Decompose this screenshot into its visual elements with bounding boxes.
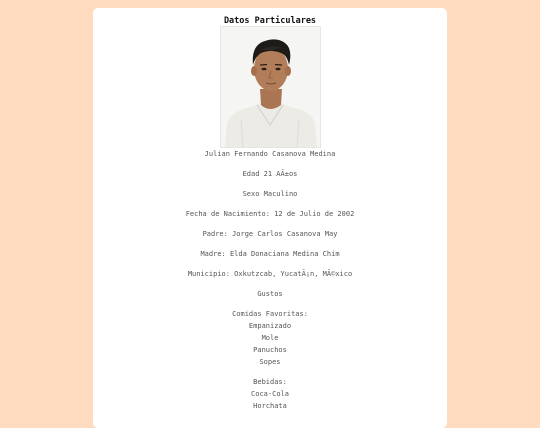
food-item: Sopes [259,358,281,366]
profile-card [93,8,447,428]
food-item: Mole [261,334,279,342]
likes-heading: Gustos [257,290,283,298]
full-name: Julian Fernando Casanova Medina [204,150,336,158]
foods-heading: Comidas Favoritas: [232,310,308,318]
birthdate-text: Fecha de Nacimiento: 12 de Julio de 2002 [185,210,355,218]
mother-text: Madre: Elda Donaciana Medina Chim [200,250,340,258]
age-text: Edad 21 AÃ±os [242,170,298,178]
sex-text: Sexo Maculino [242,190,298,198]
person-photo-icon [221,27,320,147]
drink-item: Coca-Cola [251,390,289,398]
drink-item: Horchata [253,402,287,410]
food-item: Panuchos [253,346,287,354]
page-title: Datos Particulares [223,16,317,26]
food-item: Empanizado [248,322,292,330]
municipality-text: Municipio: Oxkutzcab, YucatÃ¡n, MÃ©xico [187,270,353,278]
profile-photo [220,26,321,148]
drinks-heading: Bebidas: [253,378,287,386]
father-text: Padre: Jorge Carlos Casanova May [202,230,338,238]
